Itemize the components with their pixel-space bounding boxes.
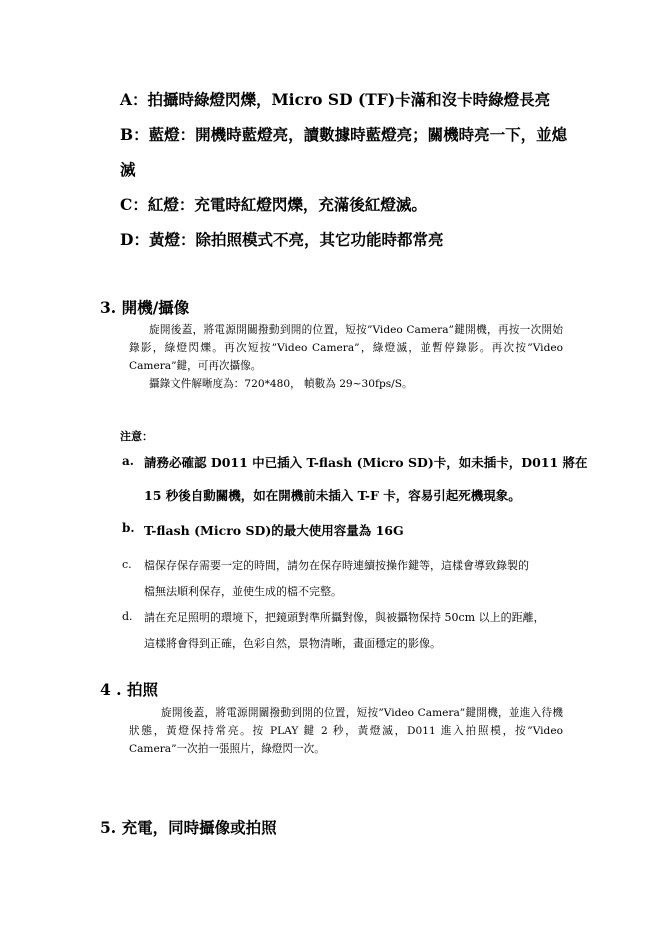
led-line-b: B：藍燈：開機時藍燈亮，讀數據時藍燈亮；關機時亮一下，並熄	[120, 125, 568, 144]
section-3-body	[129, 321, 563, 393]
led-line-b-cont: 滅	[120, 160, 136, 179]
note-c-line1: 檔保存保存需要一定的時間，請勿在保存時連續按操作鍵等，這樣會導致錄製的	[144, 559, 529, 572]
note-c-line2: 檔無法順利保存，並使生成的檔不完整。	[144, 585, 342, 598]
note-d-line1: 請在充足照明的環境下，把鏡頭對準所攝對像，與被攝物保持 50cm 以上的距離，	[144, 611, 545, 624]
note-b-line1: T-flash (Micro SD)的最大使用容量為 16G	[144, 523, 404, 538]
note-c-marker: c.	[122, 558, 132, 571]
notes-title: 注意：	[120, 430, 153, 443]
section-3-heading: 3. 開機/攝像	[100, 298, 190, 317]
led-line-c: C：紅燈：充電時紅燈閃爍，充滿後紅燈滅。	[120, 195, 427, 214]
section-3-resolution: 攝錄文件解晰度為：720*480， 幀數為 29~30fps/S。	[149, 378, 413, 390]
note-a-line2: 15 秒後自動關機，如在開機前未插入 T-F 卡，容易引起死機現象。	[144, 488, 521, 503]
note-d-marker: d.	[122, 610, 133, 623]
section-3-paragraph: 旋開後蓋，將電源開關撥動到開的位置，短按”Video Camera”鍵開機，再按一次開始錄影，綠燈閃爍。再次短按”Video Camera”，綠燈滅，並暫停錄影。再次按”Video Camera”鍵，可再次攝像。	[129, 324, 563, 372]
note-d-line2: 這樣將會得到正確，色彩自然，景物清晰，畫面穩定的影像。	[144, 637, 441, 650]
note-a-line1: 請務必確認 D011 中已插入 T-flash (Micro SD)卡，如未插卡，D011 將在	[144, 455, 588, 470]
note-a-marker: a.	[122, 454, 134, 468]
led-line-a: A：拍攝時綠燈閃爍，Micro SD (TF)卡滿和沒卡時綠燈長亮	[120, 90, 551, 109]
led-line-d: D：黃燈：除拍照模式不亮，其它功能時都常亮	[120, 230, 444, 249]
section-4-paragraph: 旋開後蓋，將電源開關撥動到開的位置，短按”Video Camera”鍵開機，並進入待機狀態，黃燈保持常亮。按 PLAY 鍵 2 秒，黃燈滅，D011 進入拍照模，按”Video Camera”一次拍一張照片，綠燈閃一次。	[129, 707, 563, 755]
section-5-heading: 5. 充電，同時攝像或拍照	[100, 818, 277, 837]
section-4-body	[129, 704, 563, 758]
note-b-marker: b.	[122, 521, 135, 535]
section-4-heading: 4 . 拍照	[100, 680, 158, 699]
